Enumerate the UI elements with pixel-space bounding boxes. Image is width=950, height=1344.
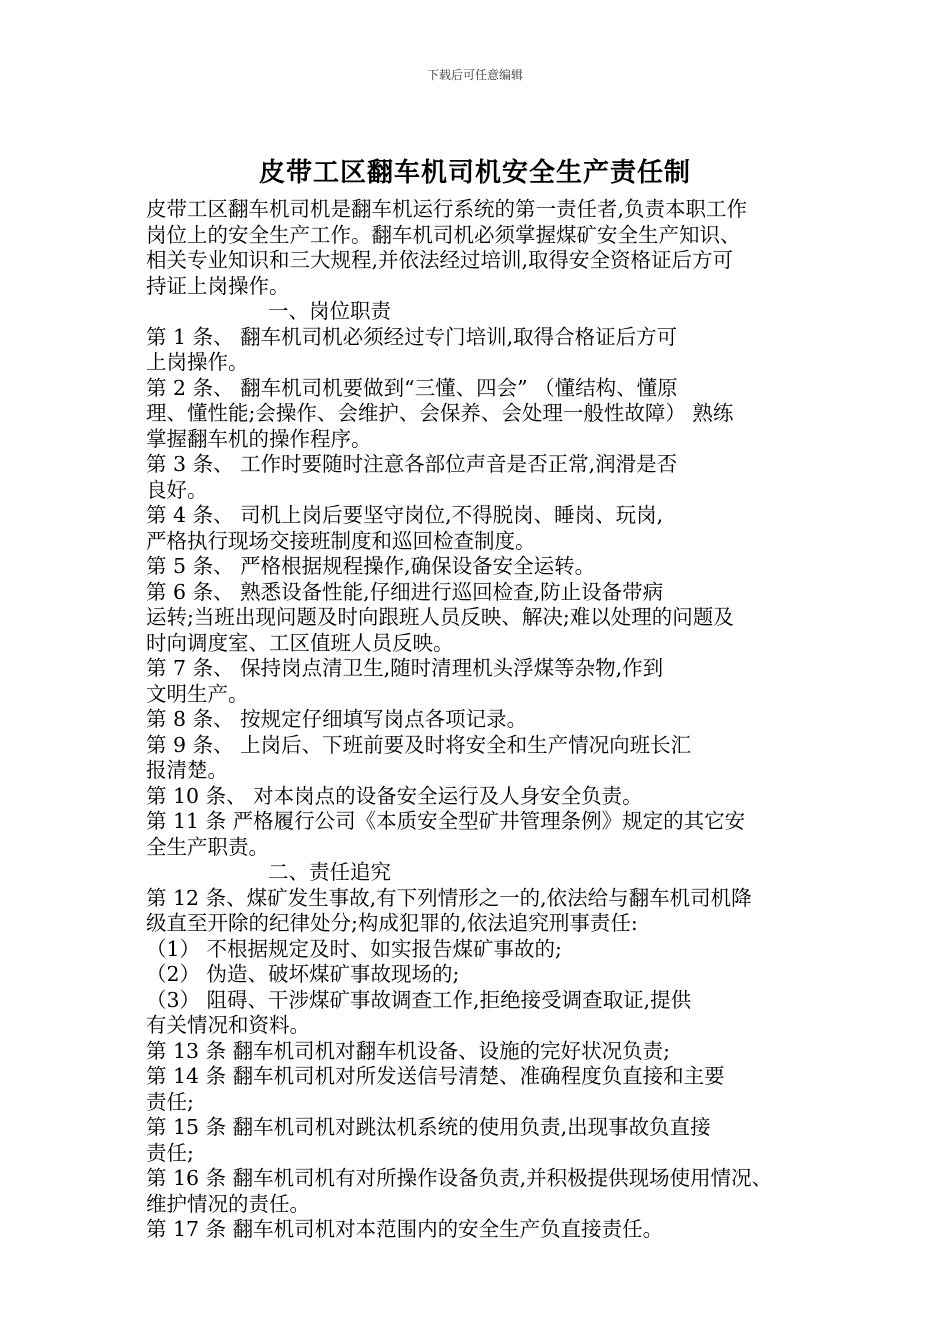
- text-line: 运转;当班出现问题及时向跟班人员反映、解决;难以处理的问题及: [146, 605, 734, 629]
- text-line: 持证上岗操作。: [146, 273, 290, 298]
- text-line: 有关情况和资料。: [146, 1013, 310, 1037]
- text-line: 第 10 条、 对本岗点的设备安全运行及人身安全负责。: [146, 783, 643, 808]
- text-line: 上岗操作。: [146, 350, 249, 374]
- text-line: 第 3 条、 工作时要随时注意各部位声音是否正常,润滑是否: [146, 452, 678, 476]
- text-line: 第 14 条 翻车机司机对所发送信号清楚、准确程度负直接和主要: [146, 1064, 725, 1088]
- text-line: 第 2 条、 翻车机司机要做到“三懂、四会” （懂结构、懂原: [146, 375, 678, 400]
- text-line: 时向调度室、工区值班人员反映。: [146, 630, 454, 655]
- text-line: 严格执行现场交接班制度和巡回检查制度。: [146, 528, 536, 553]
- header-note: 下载后可任意编辑: [426, 68, 523, 82]
- text-line: 第 6 条、 熟悉设备性能,仔细进行巡回检查,防止设备带病: [146, 579, 664, 604]
- text-line: 理、懂性能;会操作、会维护、会保养、会处理一般性故障） 熟练: [146, 401, 734, 425]
- text-line: 掌握翻车机的操作程序。: [146, 426, 372, 451]
- text-line: 第 17 条 翻车机司机对本范围内的安全生产负直接责任。: [146, 1217, 664, 1241]
- text-line: 维护情况的责任。: [146, 1191, 310, 1216]
- section-heading-duties: 一、岗位职责: [268, 299, 391, 323]
- text-line: 责任;: [146, 1089, 194, 1114]
- text-line: 良好。: [146, 477, 208, 502]
- text-line: 岗位上的安全生产工作。翻车机司机必须掌握煤矿安全生产知识、: [146, 222, 741, 247]
- text-line: （2） 伪造、破坏煤矿事故现场的;: [146, 962, 460, 986]
- text-line: 第 16 条 翻车机司机有对所操作设备负责,并积极提供现场使用情况、: [146, 1166, 773, 1190]
- text-line: 第 4 条、 司机上岗后要坚守岗位,不得脱岗、睡岗、玩岗,: [146, 503, 664, 527]
- section-heading-accountability: 二、责任追究: [268, 860, 391, 884]
- text-line: 第 7 条、 保持岗点清卫生,随时清理机头浮煤等杂物,作到: [146, 656, 664, 680]
- text-line: 第 15 条 翻车机司机对跳汰机系统的使用负责,出现事故负直接: [146, 1115, 711, 1139]
- text-line: 文明生产。: [146, 681, 249, 706]
- text-line: 第 8 条、 按规定仔细填写岗点各项记录。: [146, 707, 528, 731]
- text-line: 级直至开除的纪律处分;构成犯罪的,依法追究刑事责任:: [146, 911, 638, 935]
- text-line: （1） 不根据规定及时、如实报告煤矿事故的;: [146, 936, 562, 961]
- text-line: 第 12 条、煤矿发生事故,有下列情形之一的,依法给与翻车机司机降: [146, 885, 752, 910]
- text-line: （3） 阻碍、干涉煤矿事故调查工作,拒绝接受调查取证,提供: [146, 987, 692, 1012]
- text-line: 第 5 条、 严格根据规程操作,确保设备安全运转。: [146, 554, 596, 578]
- text-line: 第 11 条 严格履行公司《本质安全型矿井管理条例》规定的其它安: [146, 809, 746, 833]
- text-line: 责任;: [146, 1140, 194, 1165]
- text-line: 报清楚。: [146, 758, 228, 782]
- document-body: [146, 197, 826, 1243]
- text-line: 第 1 条、 翻车机司机必须经过专门培训,取得合格证后方可: [146, 324, 678, 349]
- text-line: 第 9 条、 上岗后、下班前要及时将安全和生产情况向班长汇: [146, 732, 692, 757]
- text-line: 相关专业知识和三大规程,并依法经过培训,取得安全资格证后方可: [146, 248, 734, 272]
- text-line: 皮带工区翻车机司机是翻车机运行系统的第一责任者,负责本职工作: [146, 197, 748, 221]
- document-title: 皮带工区翻车机司机安全生产责任制: [258, 158, 691, 188]
- text-line: 第 13 条 翻车机司机对翻车机设备、设施的完好状况负责;: [146, 1038, 671, 1063]
- text-line: 全生产职责。: [146, 834, 269, 859]
